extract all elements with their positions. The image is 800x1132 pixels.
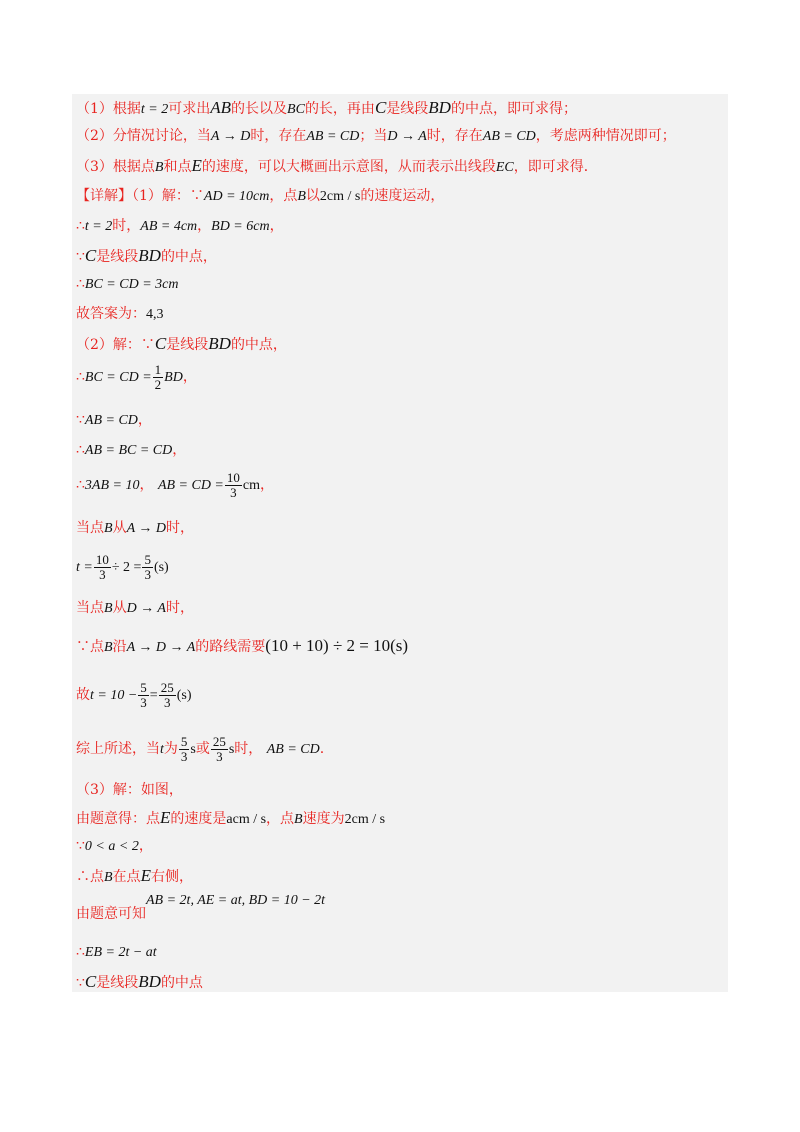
part2-line-5: ∴3AB = 10， AB = CD = $\frac{10}{3}$ cm， xyxy=(76,469,274,500)
hint-line-2: （2）分情况讨论，当A → D时，存在AB = CD；当D → A时，存在AB = CD，考虑两种情况即可； xyxy=(76,128,676,144)
part2-conclusion: 综上所述，当t为 $\frac{5}{3}$ s或 $\frac{25}{3}$ s时， AB = CD. xyxy=(76,733,325,764)
detail-line-4: ∴BC = CD = 3cm xyxy=(76,276,179,292)
part2-line-2: ∴BC = CD = $\frac{1}{2}$ BD， xyxy=(76,361,197,392)
part2-line-1: （2）解：∵C是线段BD的中点， xyxy=(76,334,287,353)
part2-line-10: 故t = 10 − $\frac{5}{3}$ = $\frac{25}{3}$ (s) xyxy=(76,679,192,710)
part2-line-7: t = $\frac{10}{3}$ ÷ 2 = $\frac{5}{3}$ (s) xyxy=(76,551,169,582)
part3-line-4: ∴点B在点E右侧， xyxy=(76,866,193,885)
hint-line-1: （1）根据t = 2可求出AB的长以及BC的长，再由C是线段BD的中点，即可求得； xyxy=(76,98,577,117)
answer-line: 故答案为：4,3 xyxy=(76,306,164,322)
part2-line-9: ∵点B沿A → D → A的路线需要(10 + 10) ÷ 2 = 10(s) xyxy=(76,636,409,655)
part3-line-6: ∴EB = 2t − at xyxy=(76,944,157,960)
detail-line-3: ∵C是线段BD的中点， xyxy=(76,246,217,265)
part3-line-3: ∵0 < a < 2， xyxy=(76,838,153,854)
part3-line-7: ∵C是线段BD的中点 xyxy=(76,972,203,991)
hint-line-3: （3）根据点B和点E的速度，可以大概画出示意图，从而表示出线段EC，即可求得． xyxy=(76,156,598,175)
part3-line-5-formula: AB = 2t, AE = at, BD = 10 − 2t xyxy=(146,893,326,908)
part3-line-5: 由题意可知 xyxy=(76,906,146,922)
part2-line-6: 当点B从A → D时， xyxy=(76,520,194,536)
part2-line-8: 当点B从D → A时， xyxy=(76,600,194,616)
detail-line-2: ∴t = 2时，AB = 4cm，BD = 6cm， xyxy=(76,218,284,234)
part3-line-2: 由题意得：点E的速度是acm / s，点B速度为2cm / s xyxy=(76,808,386,827)
part2-line-4: ∴AB = BC = CD， xyxy=(76,442,187,458)
detail-line-1: 【详解】（1）解：∵AD = 10cm，点B以2cm / s的速度运动， xyxy=(76,188,445,204)
part2-line-3: ∵AB = CD， xyxy=(76,412,152,428)
part3-line-1: （3）解：如图， xyxy=(76,782,183,798)
